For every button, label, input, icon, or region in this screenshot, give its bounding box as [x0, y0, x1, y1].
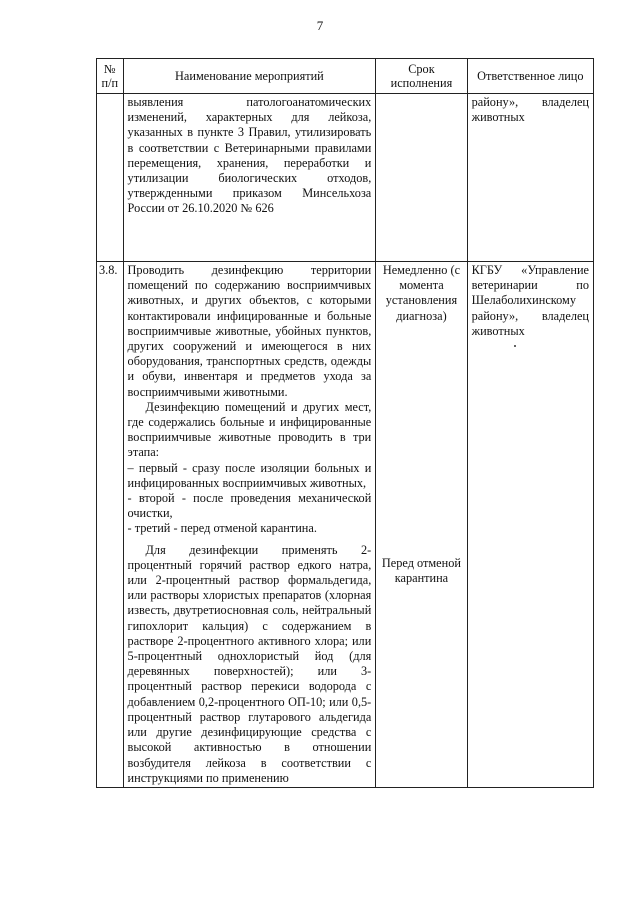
- paragraph: Проводить дезинфекцию территории помещений по содержанию восприимчивых животных, и других объектов, с которыми контактировали инфицированные и больные восприимчивые животные, убойных пунктов, других сооружений и имеющегося в них оборудования, транспортных средств, одежды и обуви, инвентаря и предметов ухода за восприимчивыми животными.: [127, 263, 372, 399]
- row-deadline: [376, 262, 467, 788]
- table-header-row: [97, 59, 594, 94]
- stray-dot: [514, 345, 516, 347]
- paragraph: - второй - после проведения механической очистки,: [127, 491, 372, 521]
- paragraph: – первый - сразу после изоляции больных и инфицированных восприимчивых животных,: [127, 460, 372, 490]
- deadline-text: Перед отменой карантина: [381, 555, 461, 586]
- row-num: 3.8.: [97, 262, 124, 788]
- table-row: [97, 94, 594, 262]
- paragraph: Для дезинфекции применять 2-процентный горячий раствор едкого натра, или 2-процентный раствор формальдегида, или растворы хлористых препаратов (хлорная известь, двутретиосновная соль, нейтральный гипохлорит кальция) с содержанием в растворе 2-процентного активного хлора; или 5-процентный однохлористый йод (для деревянных поверхностей); или 3-процентный раствор перекиси водорода с добавлением 0,2-процентного ОП-10; или 0,5-процентный раствор глутарового альдегида или другие дезинфицирующие средства с высокой активностью в отношении возбудителя лейкоза в соответствии с инструкциями по применению: [127, 542, 372, 785]
- deadline-text: Немедленно (с момента установления диагноза): [382, 263, 461, 323]
- row-num: [97, 94, 124, 262]
- row-responsible-text: КГБУ «Управление ветеринарии по Шелаболихинскому району», владелец животных: [471, 263, 589, 338]
- header-responsible: Ответственное лицо: [467, 59, 593, 94]
- header-num: № п/п: [97, 59, 124, 94]
- row-responsible: [467, 94, 593, 262]
- table-row: [97, 262, 594, 788]
- header-deadline: Срок исполнения: [376, 59, 467, 94]
- row-text: [123, 94, 376, 262]
- measures-table: [96, 58, 594, 788]
- page-number: 7: [316, 18, 324, 33]
- row-deadline: [376, 94, 467, 262]
- row-responsible: [467, 262, 593, 788]
- paragraph: Дезинфекцию помещений и других мест, где содержались больные и инфицированные восприимчивые животные проводить в три этапа:: [127, 399, 372, 460]
- row-responsible-text: району», владелец животных: [471, 95, 589, 125]
- row-text-paragraph: выявления патологоанатомических изменений, характерных для лейкоза, указанных в пункте 3 Правил, утилизировать в соответствии с Ветеринарными правилами перемещения, хранения, переработки и утилизации биологических отходов, утвержденными приказом Минсельхоза России от 26.10.2020 № 626: [127, 95, 372, 216]
- row-text: [123, 262, 376, 788]
- paragraph: - третий - перед отменой карантина.: [127, 521, 317, 536]
- header-name: Наименование мероприятий: [123, 59, 376, 94]
